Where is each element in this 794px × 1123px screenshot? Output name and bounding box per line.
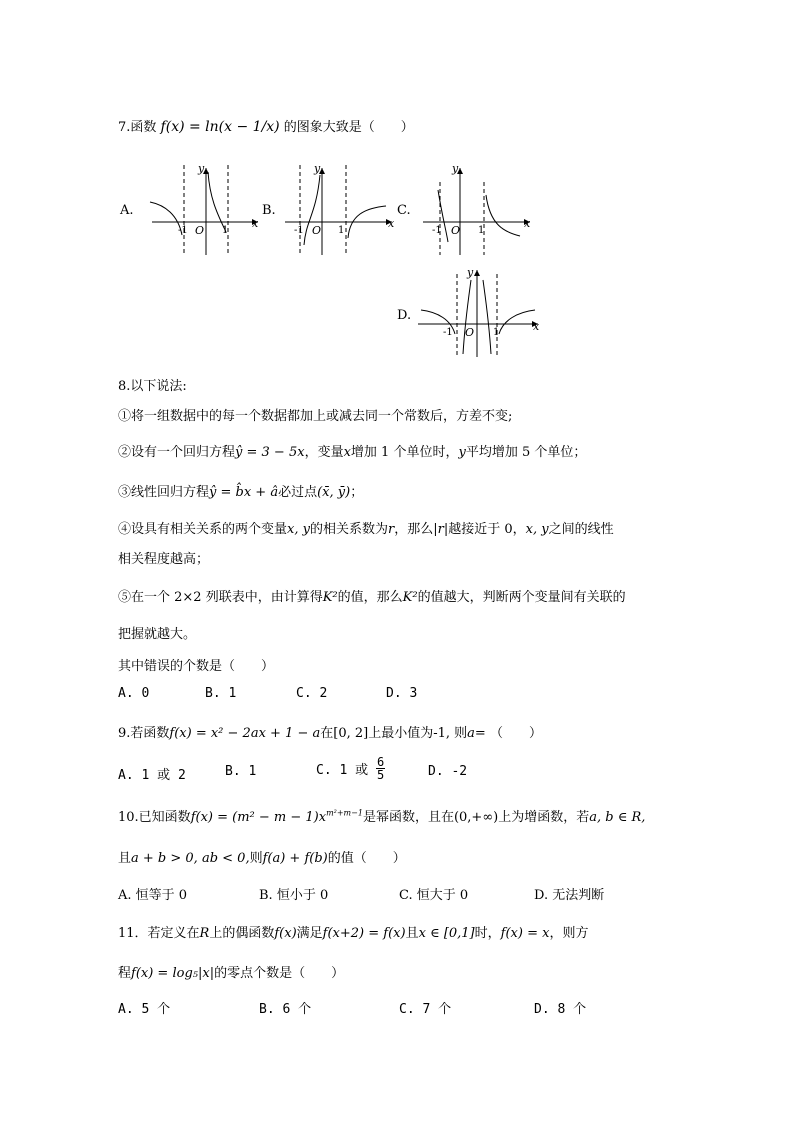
q7-graph-b (280, 160, 400, 260)
q11-option-a[interactable]: A. 5 个 (118, 1002, 171, 1017)
tick-pos: 1 (222, 225, 229, 236)
q11-stem-cont: 程f(x) = log₅|x|的零点个数是（ ） (118, 966, 345, 981)
q8-question: 其中错误的个数是（ ） (118, 659, 275, 674)
svg-text:x: x (533, 320, 540, 333)
svg-text:y: y (198, 162, 205, 175)
q7-formula: f(x) = ln(x − 1/x) (160, 119, 280, 135)
q11-option-c[interactable]: C. 7 个 (399, 1002, 452, 1017)
svg-text:O: O (312, 224, 322, 237)
q9-stem: 9.若函数f(x) = x² − 2ax + 1 − a在[0, 2]上最小值为-1, 则a= （ ） (118, 726, 542, 741)
q8-statement-3: ③线性回归方程ŷ = b̂x + â必过点(x̄, ȳ)； (118, 485, 364, 500)
q8-option-b[interactable]: B. 1 (205, 686, 237, 701)
q8-statement-5: ⑤在一个 2×2 列联表中，由计算得K²的值，那么K²的值越大，判断两个变量间有关联的 (118, 590, 626, 605)
q10-option-c[interactable]: C. 恒大于 0 (399, 888, 469, 903)
svg-text:O: O (465, 326, 475, 339)
svg-text:-1: -1 (443, 327, 453, 338)
q7-option-c-label: C. (397, 203, 411, 218)
q8-statement-2: ②设有一个回归方程ŷ = 3 − 5x，变量x增加 1 个单位时，y平均增加 5 个单位； (118, 445, 587, 460)
q9-option-d[interactable]: D. -2 (428, 764, 468, 779)
q9-option-c-fraction: $\frac{6}{5}$ (376, 755, 385, 782)
q8-stem: 8.以下说法: (118, 379, 187, 394)
q7-option-a-label: A. (120, 203, 134, 218)
svg-text:x: x (388, 217, 395, 230)
q8-statement-4: ④设具有相关关系的两个变量x, y的相关系数为r，那么|r|越接近于 0，x, y之间的线性 (118, 522, 614, 537)
q9-option-b[interactable]: B. 1 (225, 764, 257, 779)
q9-option-a[interactable]: A. 1 或 2 (118, 768, 186, 783)
q8-statement-1: ①将一组数据中的每一个数据都加上或减去同一个常数后，方差不变; (118, 409, 513, 424)
q10-option-d[interactable]: D. 无法判断 (534, 888, 605, 903)
q10-option-a[interactable]: A. 恒等于 0 (118, 888, 188, 903)
q7-graph-d (413, 262, 543, 362)
q8-statement-5-cont: 把握就越大。 (118, 627, 197, 642)
q7-option-b-label: B. (262, 203, 276, 218)
q8-option-a[interactable]: A. 0 (118, 686, 150, 701)
q7-suffix: 的图象大致是（ ） (283, 120, 414, 135)
svg-text:y: y (314, 162, 321, 175)
q8-option-d[interactable]: D. 3 (386, 686, 418, 701)
svg-text:O: O (451, 224, 461, 237)
q7-option-d-label: D. (397, 308, 412, 323)
q9-option-c[interactable]: C. 1 或 $\frac{6}{5}$ (316, 755, 385, 782)
svg-text:x: x (252, 217, 259, 230)
svg-text:y: y (467, 266, 474, 279)
svg-text:1: 1 (493, 327, 500, 338)
svg-text:O: O (195, 224, 205, 237)
svg-text:-1: -1 (294, 225, 304, 236)
q8-statement-4-cont: 相关程度越高； (118, 552, 210, 567)
q7-prefix: 7.函数 (118, 120, 157, 135)
q8-option-c[interactable]: C. 2 (296, 686, 328, 701)
svg-text:-1: -1 (432, 225, 442, 236)
svg-text:1: 1 (478, 225, 485, 236)
svg-text:x: x (524, 217, 531, 230)
q10-stem-cont: 且a + b > 0, ab < 0,则f(a) + f(b)的值（ ） (118, 851, 406, 866)
q7-graph-c (418, 160, 538, 260)
q11-option-b[interactable]: B. 6 个 (259, 1002, 312, 1017)
q11-option-d[interactable]: D. 8 个 (534, 1002, 587, 1017)
q11-stem: 11．若定义在R上的偶函数f(x)满足f(x+2) = f(x)且x ∈ [0,1]时，f(x) = x，则方 (118, 926, 589, 941)
q7-graph-a (140, 160, 270, 260)
svg-text:y: y (452, 162, 459, 175)
q10-option-b[interactable]: B. 恒小于 0 (259, 888, 329, 903)
q10-stem: 10.已知函数$f(x) = (m^2 - m - 1)x^{m^2+m-1}$是幂函数，且在(0,+∞)上为增函数，若a, b ∈ R, (118, 808, 646, 825)
q7-stem (118, 118, 414, 137)
tick-neg: -1 (178, 225, 188, 236)
svg-text:1: 1 (338, 225, 345, 236)
